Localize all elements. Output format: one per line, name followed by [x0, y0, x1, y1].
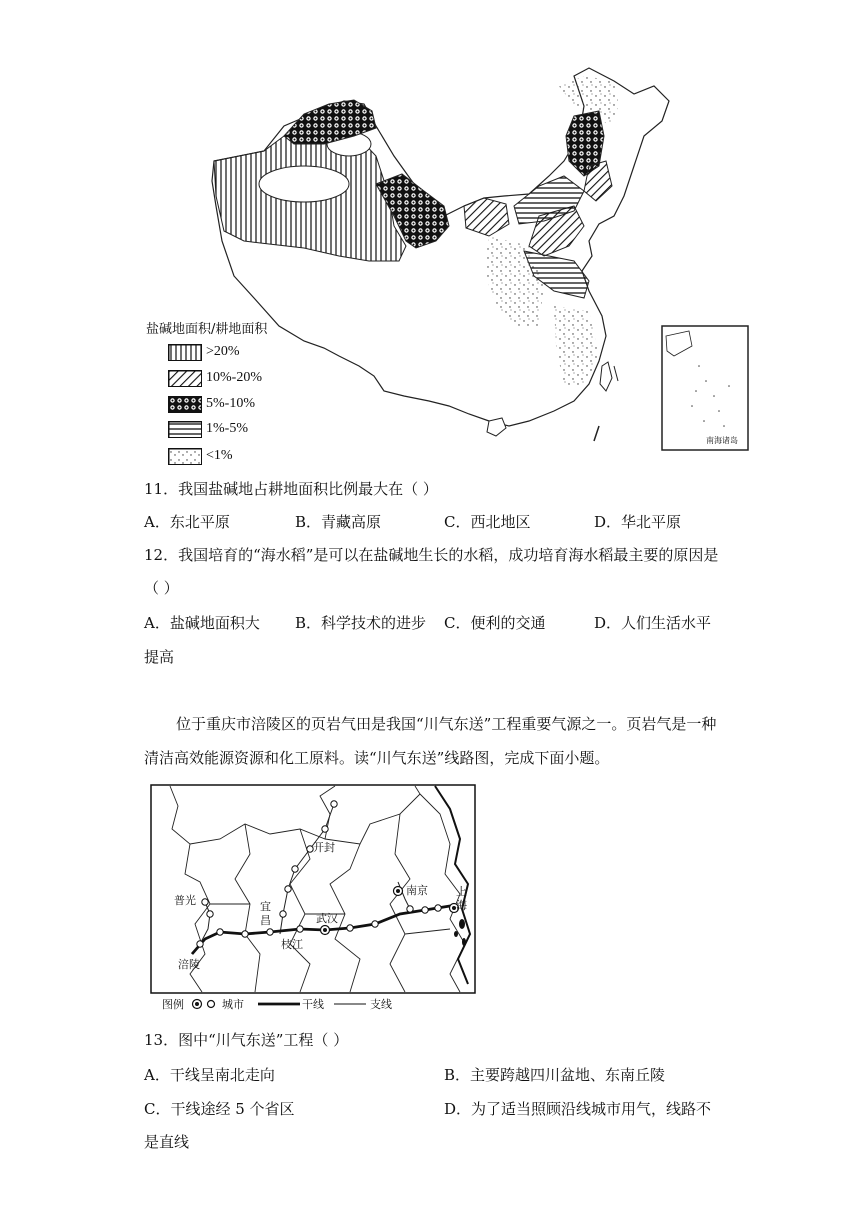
- legend-item: [168, 446, 233, 466]
- q12-stem-cont: （ ）: [144, 579, 179, 597]
- city-label-zhijiang: 枝江: [281, 938, 303, 951]
- city-label-nanjing: 南京: [406, 884, 428, 897]
- q12-stem: 12．我国培育的“海水稻”是可以在盐碱地生长的水稻，成功培育海水稻最主要的原因是: [144, 546, 719, 564]
- city-label-puguang: 普光: [174, 894, 196, 907]
- q13-option-b: B．主要跨越四川盆地、东南丘陵: [444, 1066, 666, 1084]
- passage-line-1: 位于重庆市涪陵区的页岩气田是我国“川气东送”工程重要气源之一。页岩气是一种: [176, 715, 717, 733]
- q13-stem: 13．图中“川气东送”工程（ ）: [144, 1031, 349, 1049]
- city-label-kaifeng: 开封: [313, 841, 335, 854]
- q12-option-a: A．盐碱地面积大: [144, 614, 260, 632]
- city-label-shanghai-2: 海: [456, 899, 467, 912]
- q13-option-d-cont: 是直线: [144, 1133, 190, 1151]
- q12-option-d: D．人们生活水平: [594, 614, 712, 632]
- legend-label: 1%-5%: [206, 421, 248, 436]
- q12-option-b: B．科学技术的进步: [295, 614, 427, 632]
- legend-item: [168, 368, 262, 388]
- q13-option-c: C．干线途经 5 个省区: [144, 1100, 295, 1118]
- legend-label: >20%: [206, 344, 240, 359]
- q13-option-d: D．为了适当照顾沿线城市用气，线路不: [444, 1100, 712, 1118]
- city-label-yichang-1: 宜: [260, 900, 271, 913]
- q11-option-d: D．华北平原: [594, 513, 682, 531]
- legend-label: <1%: [206, 448, 233, 463]
- q11-option-b: B．青藏高原: [295, 513, 382, 531]
- trunk-line-icon: [254, 999, 302, 1009]
- legend-item: [168, 394, 255, 414]
- legend-item: [168, 419, 248, 439]
- legend-item: [168, 342, 240, 362]
- passage-line-2: 清洁高效能源资源和化工原料。读“川气东送”线路图，完成下面小题。: [144, 749, 610, 767]
- legend-trunk-label: 干线: [302, 998, 324, 1011]
- legend-label: 10%-20%: [206, 370, 262, 385]
- city-label-fuling: 涪陵: [178, 958, 200, 971]
- legend-prefix: 图例: [162, 998, 184, 1011]
- q12-option-d-cont: 提高: [144, 648, 175, 666]
- q11-stem: 11．我国盐碱地占耕地面积比例最大在（ ）: [144, 480, 438, 498]
- q11-option-a: A．东北平原: [144, 513, 230, 531]
- legend-label: 5%-10%: [206, 396, 255, 411]
- q12-option-c: C．便利的交通: [444, 614, 546, 632]
- city-label-shanghai-1: 上: [456, 885, 467, 898]
- legend-title: 盐碱地面积/耕地面积: [146, 322, 268, 337]
- pipeline-map: [150, 784, 476, 994]
- city-label-yichang-2: 昌: [260, 914, 271, 927]
- q11-option-c: C．西北地区: [444, 513, 531, 531]
- city-symbol-icon: [190, 997, 220, 1011]
- legend-city-label: 城市: [222, 998, 244, 1011]
- branch-line-icon: [330, 999, 370, 1009]
- legend-branch-label: 支线: [370, 998, 392, 1011]
- inset-label: 南海诸岛: [706, 436, 738, 445]
- q13-option-a: A．干线呈南北走向: [144, 1066, 275, 1084]
- city-label-wuhan: 武汉: [316, 912, 338, 925]
- pipeline-legend: [162, 996, 392, 1012]
